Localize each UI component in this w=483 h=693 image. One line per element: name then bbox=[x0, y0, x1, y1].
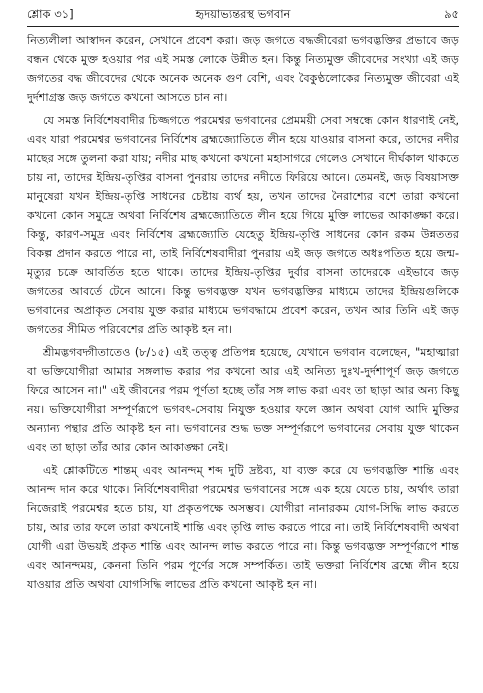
chapter-title: হৃদয়াভ্যন্তরস্থ ভগবান bbox=[195, 7, 291, 21]
paragraph-continuation: নিত্যলীলা আস্বাদন করেন, সেখানে প্রবেশ করা। জড় জগতে বদ্ধজীবেরা ভগবদ্ভক্তির প্রভাবে জড় বন্ধন থেকে মুক্ত হওয়ার পর এই সমস্ত লোকে উন্নীত হন। কিন্তু নিত্যমুক্ত জীবেদের সংখ্যা এই জড় জগতের বদ্ধ জীবেদের থেকে অনেক অনেক গুণ বেশি, এবং বৈকুণ্ঠলোকের নিত্যমুক্ত জীবেরা এই দুর্দশাগ্রস্ত জড় জগতে কখনো আসতে চান না। bbox=[27, 34, 459, 104]
paragraph-peace-bliss: এই শ্লোকটিতে শান্তম্ এবং আনন্দম্ শব্দ দুটি দ্রষ্টব্য, যা ব্যক্ত করে যে ভগবদ্ভক্তি শান্তি এবং আনন্দ দান করে থাকে। নির্বিশেষবাদীরা পরমেশ্বর ভগবানের সঙ্গে এক হয়ে যেতে চায়, অর্থাৎ তারা নিজেরাই পরমেশ্বর হতে চায়, যা প্রকৃতপক্ষে অসম্ভব। যোগীরা নানারকম যোগ-সিদ্ধি লাভ করতে চায়, আর তার ফলে তারা কখনোই শান্তি এবং তৃপ্তি লাভ করতে পারে না। তাই নির্বিশেষবাদী অথবা যোগী এরা উভয়ই প্রকৃত শান্তি এবং আনন্দ লাভ করতে পারে না। কিন্তু ভগবদ্ভক্ত সম্পূর্ণরূপে শান্ত এবং আনন্দময়, কেননা তিনি পরম পূর্ণের সঙ্গে সম্পর্কিত। তাই ভক্তরা নির্বিশেষ ব্রহ্মে লীন হয়ে যাওয়ার প্রতি অথবা যোগসিদ্ধি লাভের প্রতি কখনো আকৃষ্ট হন না। bbox=[27, 464, 459, 591]
verse-reference: শ্লোক ৩১] bbox=[27, 7, 74, 21]
paragraph-gita-reference: শ্রীমদ্ভগবদ্গীতাতেও (৮/১৫) এই তত্ত্ব প্রতিপন্ন হয়েছে, যেখানে ভগবান বলেছেন, "মহাত্মারা বা ভক্তিযোগীরা আমার সঙ্গলাভ করার পর কখনো আর এই অনিত্য দুঃখ-দুর্দশাপূর্ণ জড় জগতে ফিরে আসেন না।" এই জীবনের পরম পূর্ণতা হচ্ছে তাঁর সঙ্গ লাভ করা এবং তা ছাড়া আর অন্য কিছু নয়। ভক্তিযোগীরা সম্পূর্ণরূপে ভগবৎ-সেবায় নিযুক্ত হওয়ার ফলে জ্ঞান অথবা যোগ আদি মুক্তির অন্যান্য পন্থার প্রতি আকৃষ্ট হন না। ভগবানের শুদ্ধ ভক্ত সম্পূর্ণরূপে ভগবানের সেবায় যুক্ত থাকেন এবং তা ছাড়া তাঁর আর কোন আকাঙ্ক্ষা নেই। bbox=[27, 346, 459, 454]
paragraph-impersonalists: যে সমস্ত নির্বিশেষবাদীর চিজ্জগতে পরমেশ্বর ভগবানের প্রেমময়ী সেবা সম্বন্ধে কোন ধারণাই নেই, এবং যারা পরমেশ্বর ভগবানের নির্বিশেষ ব্রহ্মজ্যোতিতে লীন হয়ে যাওয়ার বাসনা করে, তাদের নদীর মাছের সঙ্গে তুলনা করা যায়; নদীর মাছ কখনো কখনো মহাসাগরে গেলেও সেখানে দীর্ঘকাল থাকতে চায় না, তাদের ইন্দ্রিয়-তৃপ্তির বাসনা পুনরায় তাদের নদীতে ফিরিয়ে আনে। তেমনই, জড় বিষয়াসক্ত মানুষেরা যখন ইন্দ্রিয়-তৃপ্তি সাধনের চেষ্টায় ব্যর্থ হয়, তখন তাদের নৈরাশ্যের বশে তারা কখনো কখনো কোন সমুদ্রে অথবা নির্বিশেষ ব্রহ্মজ্যোতিতে লীন হয়ে গিয়ে মুক্তি লাভের আকাঙ্ক্ষা করে। কিন্তু, কারণ-সমুদ্র এবং নির্বিশেষ ব্রহ্মজ্যোতি যেহেতু ইন্দ্রিয়-তৃপ্তি সাধনের কোন রকম উন্নততর বিকল্প প্রদান করতে পারে না, তাই নির্বিশেষবাদীরা পুনরায় এই জড় জগতে অধঃপতিত হয়ে জন্ম-মৃত্যুর চক্রে আবর্তিত হতে থাকে। তাদের ইন্দ্রিয়-তৃপ্তির দুর্বার বাসনা তাদেরকে এইভাবে জড় জগতের আবর্তে টেনে আনে। কিন্তু ভগবদ্ভক্ত যখন ভগবদ্ভক্তির মাধ্যমে তাদের ইন্দ্রিয়গুলিকে ভগবানের অপ্রাকৃত সেবায় যুক্ত করার মাধ্যমে ভগবদ্ধামে প্রবেশ করেন, তখন আর তিনি এই জড় জগতের সীমিত পরিবেশের প্রতি আকৃষ্ট হন না। bbox=[27, 114, 459, 336]
header-divider bbox=[27, 26, 459, 27]
page-number: ৯৫ bbox=[444, 7, 459, 21]
page-header bbox=[27, 6, 459, 24]
